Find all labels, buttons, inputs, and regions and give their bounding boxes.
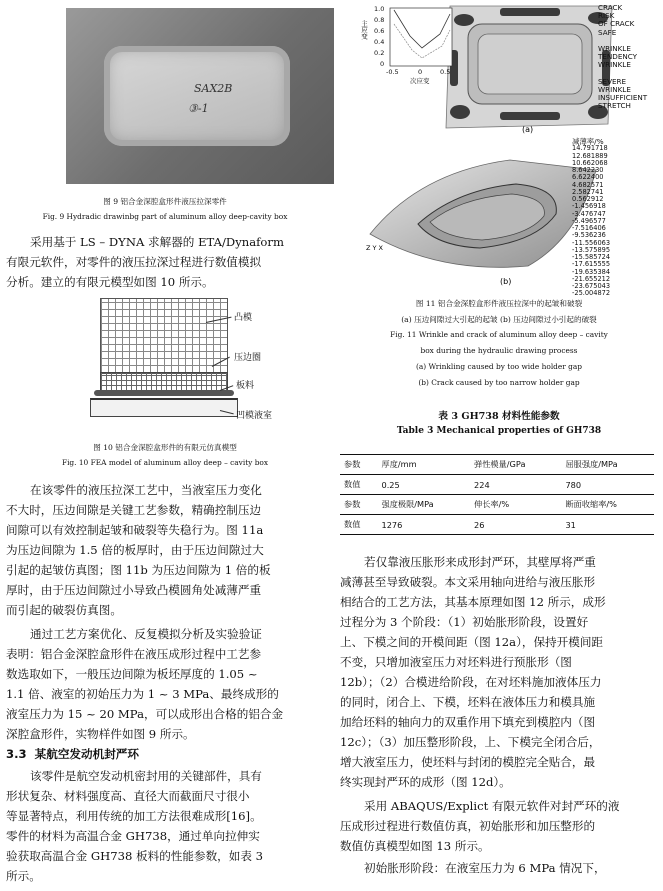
legend-item: SEVERE [598,76,627,86]
legend-item: SAFE [598,27,617,37]
legend-item: WRINKLE [598,44,631,54]
text-line: 深腔盒形件，实物样件如图 9 所示。 [6,727,195,741]
table3-title-en: Table 3 Mechanical properties of GH738 [396,426,602,436]
paragraph-intro [6,232,324,292]
text-line: 零件的材料为高温合金 GH738，通过单向拉伸实 [6,829,260,843]
figure11-caption-en-4: (b) Crack caused by too narrow holder gap [418,378,580,387]
legend-item: STRETCH [598,101,631,111]
legend-value: 12.681889 [572,151,608,160]
table-cell: 参数 [340,495,378,515]
axis-glyph: Z Y X [366,244,384,252]
legend-value: 10.662068 [572,158,608,167]
legend-value: -5.496577 [572,216,606,225]
text-line: 在该零件的液压拉深工艺中，当液室压力变化 [30,483,262,497]
section-heading [6,746,139,762]
text-line: 的同时，闭合上、下模，坯料在液体压力和模具施 [340,695,596,709]
legend-value: -11.556063 [572,238,611,247]
holder-mesh [100,372,228,392]
label-holder: 压边圈 [234,353,262,363]
text-line: 而引起的破裂仿真图。 [6,603,122,617]
text-line: 有限元软件，对零件的液压拉深过程进行数值模拟 [6,255,262,269]
legend-value: 8.642230 [572,166,604,174]
legend-fld [598,4,647,111]
text-line: 12b）；（2）合模进给阶段，在对坯料施加液体压力 [340,675,602,689]
text-line: 该零件是航空发动机密封用的关键部件，具有 [30,769,262,783]
table-cell: 厚度/mm [378,455,471,475]
text-line: 通过工艺方案优化、反复模拟分析及实验验证 [30,627,262,641]
table-cell: 屈服强度/MPa [561,455,654,475]
legend-value: -3.476747 [572,209,606,218]
table-row [340,495,654,515]
fld-xlabel: 次应变 [410,77,430,85]
table3-properties [340,454,654,535]
fld-xtick: 0.5 [440,68,451,76]
figure11-caption-cn: 图 11 铝合金深腔盒形件液压拉深中的起皱和破裂 [415,299,583,308]
box-part-image [104,46,290,146]
fld-ytick: 1.0 [374,5,385,13]
label-punch: 凸模 [234,313,253,323]
legend-value: -13.575895 [572,245,611,254]
text-line: 若仅靠液压胀形来成形封严环，其壁厚将严重 [364,555,596,569]
legend-value: -1.456918 [572,202,606,211]
text-line: 不大时，压边间隙是关键工艺参数，精确控制压边 [6,503,262,517]
table-cell: 26 [470,515,561,535]
table-row [340,455,654,475]
text-line: 厚时，由于压边间隙过小导致凸模圆角处减薄严重 [6,583,262,597]
legend-item: TENDENCY [598,52,638,62]
figure10-fea-model [100,298,226,438]
legend-value: -17.615555 [572,260,611,269]
figure9-caption-en: Fig. 9 Hydradic drawinbg part of aluminum alloy deep-cavity box [42,212,288,221]
legend-title: 减薄率/% [572,137,604,146]
figure11a-wrinkle-sim [360,0,618,134]
table-cell: 1276 [378,515,471,535]
text-line: 12c）；（3）加压整形阶段，上、下模完全闭合后， [340,735,601,749]
legend-item: WRINKLE [598,85,631,95]
text-line: 数选取如下，一般压边间隙为板坯厚度的 1.05 ~ [6,667,258,681]
text-line: 过程分为 3 个阶段：（1）初始胀形阶段，设置好 [340,615,589,629]
paragraph-abaqus [340,796,658,856]
text-line: 表明：铝合金深腔盒形件在液压成形过程中工艺参 [6,647,262,661]
legend-value: 2.582741 [572,187,604,196]
legend-value: -21.655212 [572,274,611,283]
photo-mark-1: SAX2B [194,82,233,95]
section-number: 3.3 [6,747,27,761]
table-cell: 224 [470,475,561,495]
paragraph-holder-gap [6,480,324,620]
legend-value: 14.791718 [572,144,608,153]
legend-item: WRINKLE [598,60,631,70]
text-line: 1.1 倍、液室的初始压力为 1 ~ 3 MPa、最终成形的 [6,687,279,701]
cavity-bottom [478,34,582,94]
table-cell: 参数 [340,455,378,475]
label-a: (a) [522,125,534,134]
legend-item: CRACK [598,3,623,12]
paragraph-seal-ring [6,766,324,886]
table-cell: 伸长率/% [470,495,561,515]
die-cavity [90,398,238,417]
fld-xtick: -0.5 [386,68,399,76]
table-cell: 断面收缩率/% [561,495,654,515]
text-line: 间隙可以有效控制起皱和破裂等失稳行为。图 11a [6,523,264,537]
paragraph-initial-bulging [340,858,658,878]
figure11-caption-en-2: box during the hydraulic drawing process [420,346,578,355]
figure9-photo [66,8,334,184]
legend-value: -9.536236 [572,231,606,240]
text-line: 分析。建立的有限元模型如图 10 所示。 [6,275,214,289]
label-blank: 板料 [236,381,255,391]
fld-ytick: 0.4 [374,38,385,46]
legend-value: 6.622400 [572,173,604,182]
table-cell: 780 [561,475,654,495]
text-line: 加给坯料的轴向力的双重作用下填充到模腔内（图 [340,715,596,729]
text-line: 相结合的工艺方法，其基本原理如图 12 所示，成形 [340,595,606,609]
photo-mark-2: ③-1 [188,102,209,115]
legend-value: 4.682571 [572,180,604,189]
fld-ytick: 0.2 [374,49,385,57]
text-line: 上、下模之间的开模间距（图 12a），保持开模间距 [340,635,604,649]
legend-value: -7.516406 [572,224,606,232]
text-line: 为压边间隙为 1.5 倍的板厚时，由于压边间隙过大 [6,543,264,557]
text-line: 采用基于 LS – DYNA 求解器的 ETA/Dynaform [30,235,284,249]
text-line: 压成形过程进行数值仿真，初始胀形和加压整形的 [340,819,596,833]
figure11-caption-en: Fig. 11 Wrinkle and crack of aluminum alloy deep – cavity [390,330,608,339]
text-line: 减薄甚至导致破裂。本文采用轴向进给与液压胀形 [340,575,596,589]
text-line: 数值仿真模型如图 13 所示。 [340,839,490,853]
figure11-caption-en-3: (a) Wrinkling caused by too wide holder gap [415,362,583,371]
legend-item: OF CRACK [598,19,635,29]
section-title: 某航空发动机封严环 [34,747,139,761]
legend-thinning [572,138,610,298]
text-line: 采用 ABAQUS/Explict 有限元软件对封严环的液 [364,799,620,813]
legend-value: -25.004872 [572,289,611,298]
fld-ylabel: 主应变 [360,20,368,40]
table3-title-cn: 表 3 GH738 材料性能参数 [438,411,560,422]
legend-values [572,145,610,297]
figure9-caption-cn: 图 9 铝合金深腔盒形件液压拉深零件 [103,197,227,206]
text-line: 等显著特点，利用传统的加工方法很难成形[16]。 [6,809,262,823]
legend-value: 0.562912 [572,195,604,203]
punch-mesh [100,298,228,374]
text-line: 增大液室压力，使坯料与封闭的模腔完全贴合，最 [340,755,596,769]
legend-value: -15.585724 [572,253,611,261]
figure10-caption-en: Fig. 10 FEA model of aluminum alloy deep – cavity box [61,458,269,467]
text-line: 不变，只增加液室压力对坯料进行预胀形（图 [340,655,572,669]
label-cavity: 凹模液室 [236,411,273,421]
text-line: 液室压力为 15 ~ 20 MPa，可以成形出合格的铝合金 [6,707,284,721]
table-cell: 31 [561,515,654,535]
blank-sheet [94,390,234,396]
fld-xtick: 0 [418,68,423,76]
text-line: 验获取高温合金 GH738 板料的性能参数，如表 3 [6,849,264,863]
text-line: 所示。 [6,869,41,883]
table-cell: 弹性模量/GPa [470,455,561,475]
text-line: 形状复杂、材料强度高、直径大而截面尺寸很小 [6,789,250,803]
paragraph-axial-feed [340,552,658,792]
table-cell: 数值 [340,475,378,495]
text-line: 引起的起皱仿真图；图 11b 为压边间隙为 1 倍的板 [6,563,271,577]
label-b: (b) [500,277,512,286]
figure10-caption-cn: 图 10 铝合金深腔盒形件的有限元仿真模型 [93,443,237,452]
table-row [340,515,654,535]
paragraph-process-params [6,624,324,744]
legend-value: -23.675043 [572,282,611,290]
figure11-subcaption-cn: (a) 压边间隙过大引起的起皱 (b) 压边间隙过小引起的破裂 [401,315,597,324]
fld-ytick: 0.6 [374,27,385,35]
fld-ytick: 0 [380,60,385,68]
table-cell: 强度极限/MPa [378,495,471,515]
legend-value: -19.635384 [572,267,611,276]
fld-ytick: 0.8 [374,16,385,24]
table-row [340,475,654,495]
legend-item: RISK [598,11,615,21]
text-line: 初始胀形阶段：在液室压力为 6 MPa 情况下， [364,861,606,875]
legend-item: INSUFFICIENT [598,93,648,103]
table-cell: 数值 [340,515,378,535]
text-line: 终实现封严环的成形（图 12d）。 [340,775,511,789]
table-cell: 0.25 [378,475,471,495]
